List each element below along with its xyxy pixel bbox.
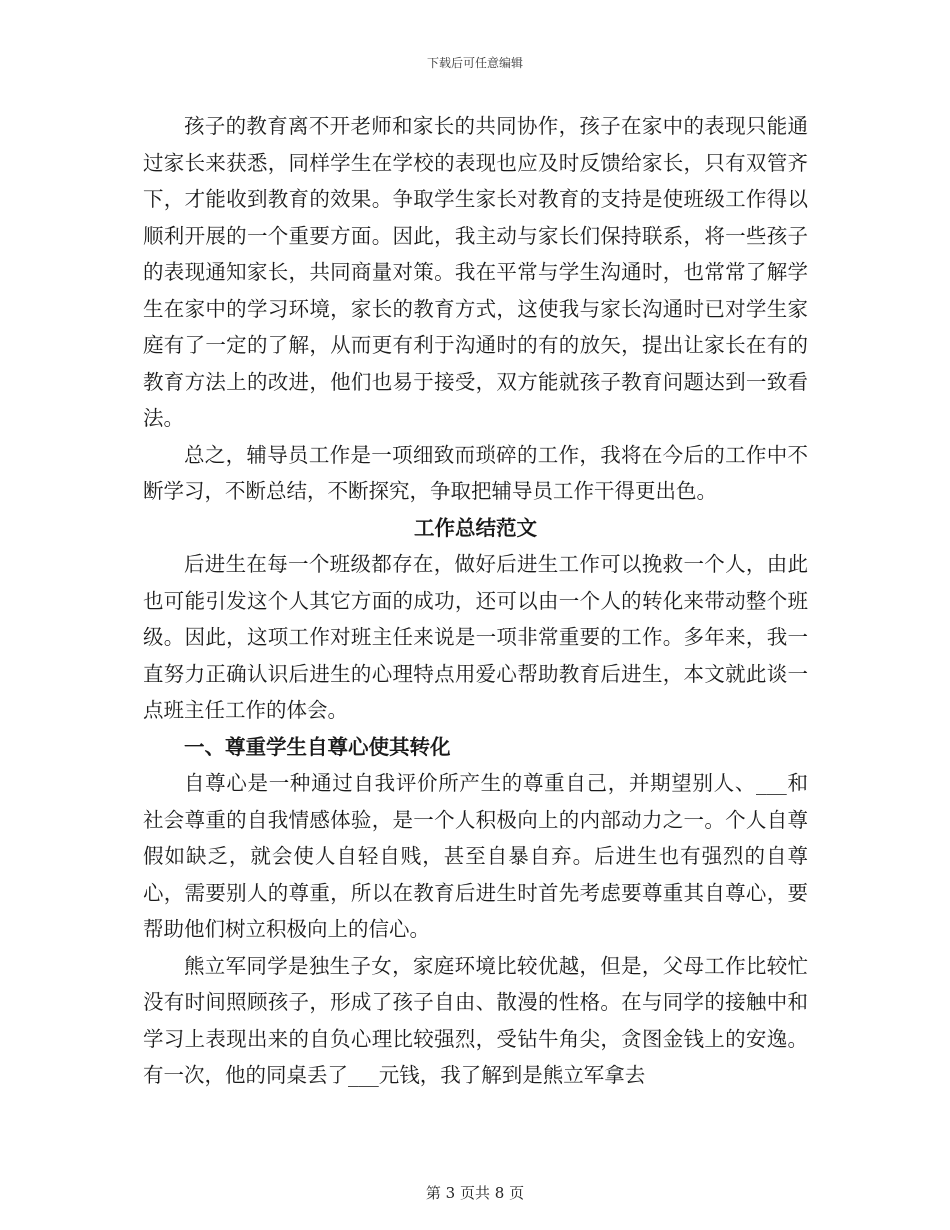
paragraph: 自尊心是一种通过自我评价所产生的尊重自己，并期望别人、___和社会尊重的自我情感体验，是一个人积极向上的内部动力之一。个人自尊假如缺乏，就会使人自轻自贱，甚至自暴自弃。后进生也有强烈的自尊心，需要别人的尊重，所以在教育后进生时首先考虑要尊重其自尊心，要帮助他们树立积极向上的信心。 <box>143 771 808 941</box>
paragraph: 总之，辅导员工作是一项细致而琐碎的工作，我将在今后的工作中不断学习，不断总结，不断探究，争取把辅导员工作干得更出色。 <box>143 442 808 503</box>
page-header: 下载后可任意编辑 <box>426 56 523 70</box>
paragraph: 孩子的教育离不开老师和家长的共同协作，孩子在家中的表现只能通过家长来获悉，同样学生在学校的表现也应及时反馈给家长，只有双管齐下，才能收到教育的效果。争取学生家长对教育的支持是使班级工作得以顺利开展的一个重要方面。因此，我主动与家长们保持联系，将一些孩子的表现通知家长，共同商量对策。我在平常与学生沟通时，也常常了解学生在家中的学习环境，家长的教育方式，这使我与家长沟通时已对学生家庭有了一定的了解，从而更有利于沟通时的有的放矢，提出让家长在有的教育方法上的改进，他们也易于接受，双方能就孩子教育问题达到一致看法。 <box>143 114 808 430</box>
paragraph: 后进生在每一个班级都存在，做好后进生工作可以挽救一个人，由此也可能引发这个人其它方面的成功，还可以由一个人的转化来带动整个班级。因此，这项工作对班主任来说是一项非常重要的工作。多年来，我一直努力正确认识后进生的心理特点用爱心帮助教育后进生，本文就此谈一点班主任工作的体会。 <box>143 552 808 722</box>
paragraph: 熊立军同学是独生子女，家庭环境比较优越，但是，父母工作比较忙没有时间照顾孩子，形成了孩子自由、散漫的性格。在与同学的接触中和学习上表现出来的自负心理比较强烈，受钻牛角尖，贪图金钱上的安逸。有一次，他的同桌丢了___元钱，我了解到是熊立军拿去 <box>143 953 808 1087</box>
document-body <box>143 108 808 1094</box>
section-heading: 一、尊重学生自尊心使其转化 <box>184 734 451 759</box>
section-title: 工作总结范文 <box>414 515 537 540</box>
page-footer: 第 3 页共 8 页 <box>425 1184 525 1202</box>
